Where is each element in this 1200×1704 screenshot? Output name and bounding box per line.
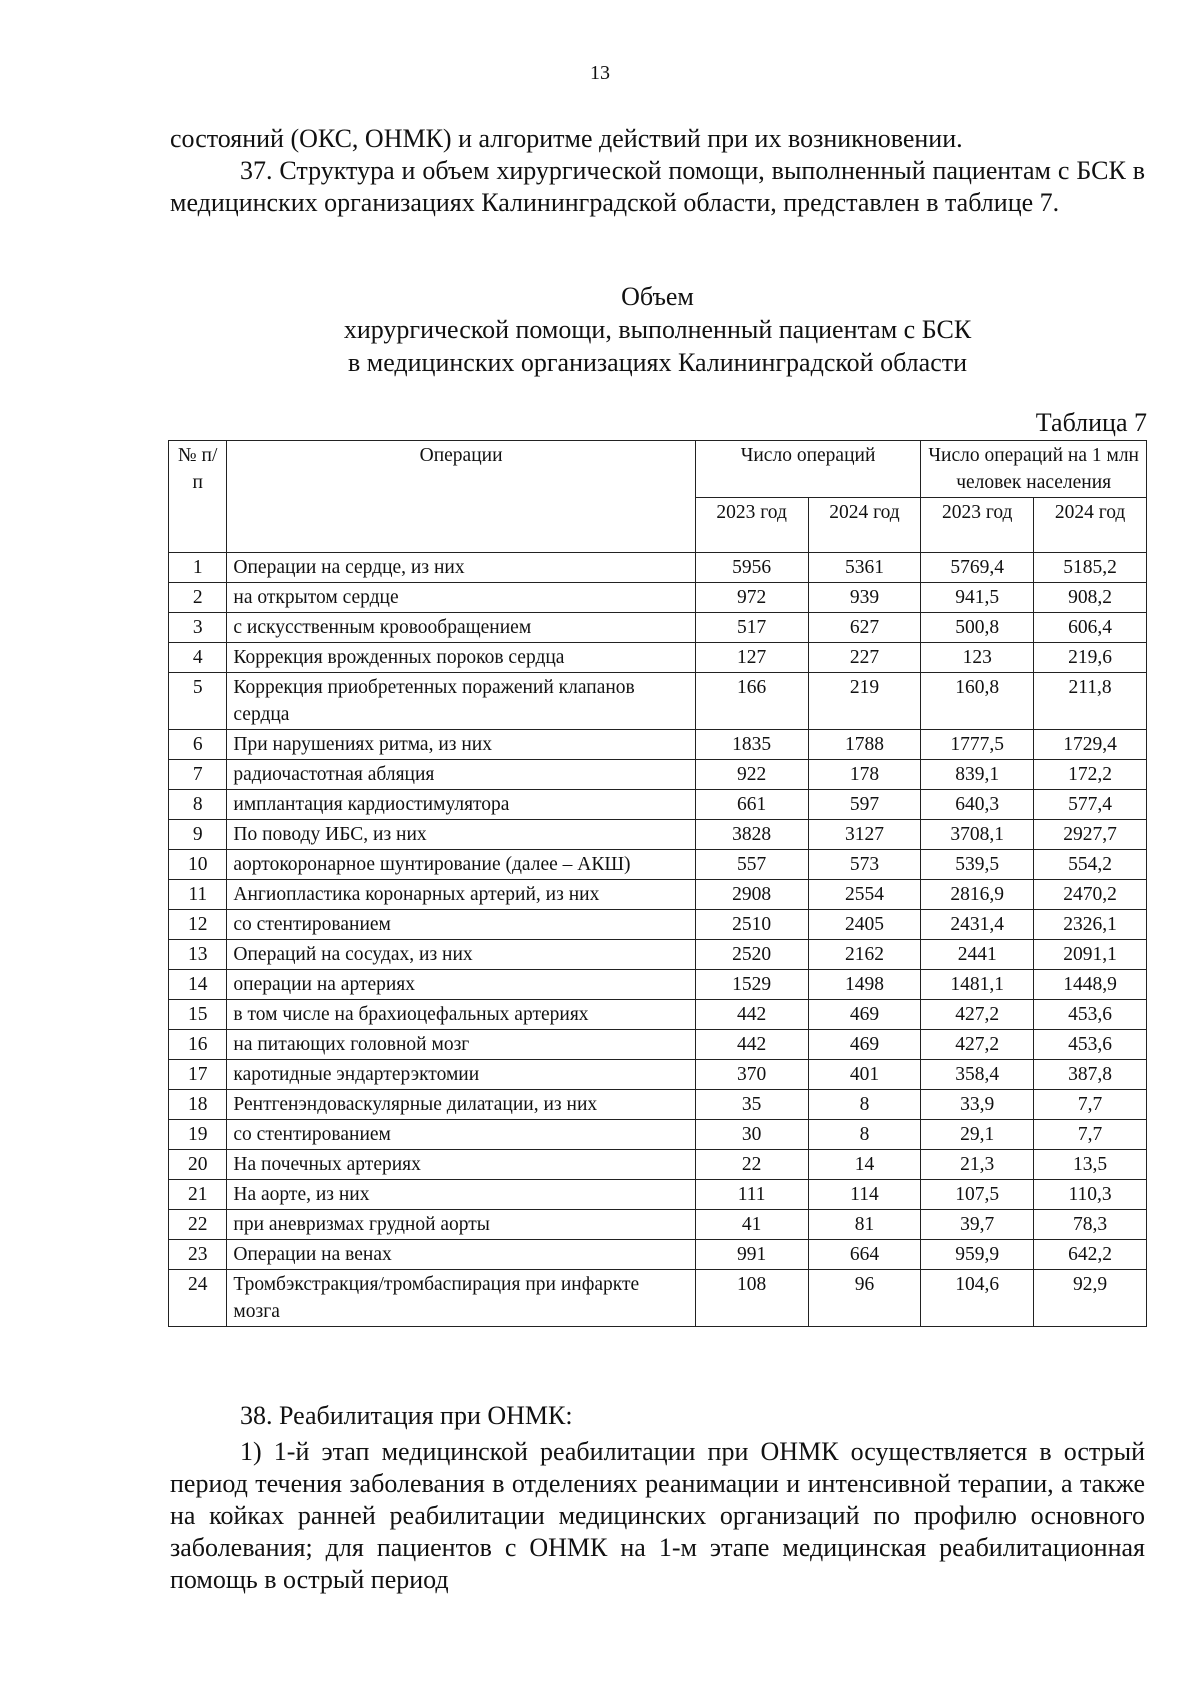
row-count-2024: 664 bbox=[808, 1240, 921, 1270]
row-count-2024: 2554 bbox=[808, 880, 921, 910]
row-per-million-2023: 160,8 bbox=[921, 673, 1034, 730]
row-per-million-2023: 1777,5 bbox=[921, 730, 1034, 760]
row-number: 19 bbox=[169, 1120, 227, 1150]
row-count-2024: 3127 bbox=[808, 820, 921, 850]
table-row bbox=[169, 1150, 1147, 1180]
row-per-million-2023: 358,4 bbox=[921, 1060, 1034, 1090]
row-operation: Тромбэкстракция/тромбаспирация при инфаркте мозга bbox=[227, 1270, 695, 1327]
table-row bbox=[169, 1000, 1147, 1030]
row-count-2023: 127 bbox=[695, 643, 808, 673]
table-row bbox=[169, 1120, 1147, 1150]
table-row bbox=[169, 643, 1147, 673]
row-per-million-2023: 500,8 bbox=[921, 613, 1034, 643]
row-operation: на открытом сердце bbox=[227, 583, 695, 613]
row-count-2023: 1529 bbox=[695, 970, 808, 1000]
row-per-million-2023: 2441 bbox=[921, 940, 1034, 970]
row-per-million-2023: 1481,1 bbox=[921, 970, 1034, 1000]
row-number: 21 bbox=[169, 1180, 227, 1210]
row-per-million-2023: 839,1 bbox=[921, 760, 1034, 790]
row-number: 6 bbox=[169, 730, 227, 760]
row-per-million-2023: 33,9 bbox=[921, 1090, 1034, 1120]
row-per-million-2024: 908,2 bbox=[1034, 583, 1147, 613]
row-operation: Ангиопластика коронарных артерий, из них bbox=[227, 880, 695, 910]
row-count-2024: 1788 bbox=[808, 730, 921, 760]
table-header-row bbox=[169, 441, 1147, 498]
row-per-million-2023: 21,3 bbox=[921, 1150, 1034, 1180]
row-count-2023: 108 bbox=[695, 1270, 808, 1327]
row-per-million-2023: 3708,1 bbox=[921, 820, 1034, 850]
row-count-2023: 2520 bbox=[695, 940, 808, 970]
row-per-million-2024: 453,6 bbox=[1034, 1000, 1147, 1030]
row-count-2023: 30 bbox=[695, 1120, 808, 1150]
row-number: 10 bbox=[169, 850, 227, 880]
header-per-million-2024: 2024 год bbox=[1034, 498, 1147, 553]
row-operation: При нарушениях ритма, из них bbox=[227, 730, 695, 760]
row-count-2024: 8 bbox=[808, 1120, 921, 1150]
row-count-2024: 5361 bbox=[808, 553, 921, 583]
row-operation: Операции на сердце, из них bbox=[227, 553, 695, 583]
row-count-2024: 469 bbox=[808, 1000, 921, 1030]
row-per-million-2024: 219,6 bbox=[1034, 643, 1147, 673]
row-count-2024: 81 bbox=[808, 1210, 921, 1240]
row-count-2024: 8 bbox=[808, 1090, 921, 1120]
row-count-2023: 517 bbox=[695, 613, 808, 643]
row-operation: По поводу ИБС, из них bbox=[227, 820, 695, 850]
paragraph-continuation: состояний (ОКС, ОНМК) и алгоритме действий при их возникновении. bbox=[170, 124, 963, 153]
row-number: 1 bbox=[169, 553, 227, 583]
row-count-2023: 2908 bbox=[695, 880, 808, 910]
table-body bbox=[169, 553, 1147, 1327]
table-row bbox=[169, 1240, 1147, 1270]
operations-table bbox=[168, 440, 1147, 1327]
row-per-million-2024: 1448,9 bbox=[1034, 970, 1147, 1000]
header-count-2023: 2023 год bbox=[695, 498, 808, 553]
row-count-2023: 3828 bbox=[695, 820, 808, 850]
table-row bbox=[169, 970, 1147, 1000]
row-count-2024: 178 bbox=[808, 760, 921, 790]
table-row bbox=[169, 880, 1147, 910]
row-operation: каротидные эндартерэктомии bbox=[227, 1060, 695, 1090]
row-per-million-2024: 110,3 bbox=[1034, 1180, 1147, 1210]
row-per-million-2024: 2927,7 bbox=[1034, 820, 1147, 850]
row-number: 3 bbox=[169, 613, 227, 643]
row-per-million-2024: 606,4 bbox=[1034, 613, 1147, 643]
row-per-million-2023: 959,9 bbox=[921, 1240, 1034, 1270]
table-title-line-1: Объем bbox=[621, 282, 694, 311]
row-number: 11 bbox=[169, 880, 227, 910]
table-row bbox=[169, 940, 1147, 970]
row-operation: аортокоронарное шунтирование (далее – АКШ) bbox=[227, 850, 695, 880]
table-row bbox=[169, 910, 1147, 940]
row-operation: На почечных артериях bbox=[227, 1150, 695, 1180]
row-number: 16 bbox=[169, 1030, 227, 1060]
row-number: 18 bbox=[169, 1090, 227, 1120]
row-operation: операции на артериях bbox=[227, 970, 695, 1000]
row-per-million-2024: 554,2 bbox=[1034, 850, 1147, 880]
row-number: 14 bbox=[169, 970, 227, 1000]
table-title-line-3: в медицинских организациях Калининградской области bbox=[347, 348, 968, 377]
row-count-2023: 111 bbox=[695, 1180, 808, 1210]
row-operation: со стентированием bbox=[227, 910, 695, 940]
row-count-2023: 5956 bbox=[695, 553, 808, 583]
table-row bbox=[169, 850, 1147, 880]
section-38-heading: 38. Реабилитация при ОНМК: bbox=[240, 1401, 573, 1430]
row-count-2024: 227 bbox=[808, 643, 921, 673]
row-operation: Операций на сосудах, из них bbox=[227, 940, 695, 970]
row-per-million-2024: 7,7 bbox=[1034, 1090, 1147, 1120]
row-number: 7 bbox=[169, 760, 227, 790]
table-row bbox=[169, 613, 1147, 643]
row-per-million-2023: 39,7 bbox=[921, 1210, 1034, 1240]
row-number: 17 bbox=[169, 1060, 227, 1090]
section-38-item-1: 1) 1-й этап медицинской реабилитации при ОНМК осуществляется в острый период течения заболевания в отделениях реанимации и интенсивной терапии, а также на койках ранней реабилитации медицинских организаций по профилю основного заболевания; для пациентов с ОНМК на 1-м этапе медицинская реабилитационная помощь в острый период bbox=[170, 1437, 1145, 1594]
table-row bbox=[169, 730, 1147, 760]
table-title-line-2: хирургической помощи, выполненный пациентам с БСК bbox=[343, 315, 972, 344]
row-number: 23 bbox=[169, 1240, 227, 1270]
row-per-million-2024: 13,5 bbox=[1034, 1150, 1147, 1180]
row-per-million-2024: 387,8 bbox=[1034, 1060, 1147, 1090]
table-row bbox=[169, 790, 1147, 820]
row-count-2023: 991 bbox=[695, 1240, 808, 1270]
table-row bbox=[169, 1270, 1147, 1327]
row-per-million-2024: 453,6 bbox=[1034, 1030, 1147, 1060]
header-count: Число операций bbox=[695, 441, 921, 498]
row-count-2024: 573 bbox=[808, 850, 921, 880]
table-row bbox=[169, 760, 1147, 790]
row-count-2024: 114 bbox=[808, 1180, 921, 1210]
header-count-2024: 2024 год bbox=[808, 498, 921, 553]
row-per-million-2023: 427,2 bbox=[921, 1030, 1034, 1060]
row-count-2023: 22 bbox=[695, 1150, 808, 1180]
table-row bbox=[169, 1090, 1147, 1120]
row-operation: Рентгенэндоваскулярные дилатации, из них bbox=[227, 1090, 695, 1120]
table-row bbox=[169, 583, 1147, 613]
row-count-2024: 627 bbox=[808, 613, 921, 643]
row-per-million-2023: 941,5 bbox=[921, 583, 1034, 613]
row-operation: с искусственным кровообращением bbox=[227, 613, 695, 643]
row-operation: Коррекция врожденных пороков сердца bbox=[227, 643, 695, 673]
row-per-million-2024: 577,4 bbox=[1034, 790, 1147, 820]
row-per-million-2023: 2816,9 bbox=[921, 880, 1034, 910]
row-per-million-2024: 211,8 bbox=[1034, 673, 1147, 730]
row-operation: радиочастотная абляция bbox=[227, 760, 695, 790]
row-per-million-2023: 2431,4 bbox=[921, 910, 1034, 940]
row-per-million-2024: 5185,2 bbox=[1034, 553, 1147, 583]
table-row bbox=[169, 1030, 1147, 1060]
row-number: 20 bbox=[169, 1150, 227, 1180]
row-number: 12 bbox=[169, 910, 227, 940]
row-number: 5 bbox=[169, 673, 227, 730]
row-per-million-2024: 172,2 bbox=[1034, 760, 1147, 790]
row-per-million-2023: 5769,4 bbox=[921, 553, 1034, 583]
row-count-2024: 939 bbox=[808, 583, 921, 613]
row-count-2023: 2510 bbox=[695, 910, 808, 940]
row-count-2024: 2162 bbox=[808, 940, 921, 970]
row-number: 13 bbox=[169, 940, 227, 970]
row-operation: На аорте, из них bbox=[227, 1180, 695, 1210]
row-operation: в том числе на брахиоцефальных артериях bbox=[227, 1000, 695, 1030]
row-number: 4 bbox=[169, 643, 227, 673]
row-operation: при аневризмах грудной аорты bbox=[227, 1210, 695, 1240]
row-per-million-2024: 78,3 bbox=[1034, 1210, 1147, 1240]
row-per-million-2024: 7,7 bbox=[1034, 1120, 1147, 1150]
table-row bbox=[169, 1210, 1147, 1240]
table-row bbox=[169, 673, 1147, 730]
row-per-million-2023: 29,1 bbox=[921, 1120, 1034, 1150]
row-count-2023: 41 bbox=[695, 1210, 808, 1240]
row-per-million-2023: 427,2 bbox=[921, 1000, 1034, 1030]
row-per-million-2023: 107,5 bbox=[921, 1180, 1034, 1210]
row-count-2023: 166 bbox=[695, 673, 808, 730]
row-count-2023: 922 bbox=[695, 760, 808, 790]
row-per-million-2024: 642,2 bbox=[1034, 1240, 1147, 1270]
row-per-million-2023: 640,3 bbox=[921, 790, 1034, 820]
row-count-2023: 370 bbox=[695, 1060, 808, 1090]
row-count-2024: 14 bbox=[808, 1150, 921, 1180]
row-count-2024: 96 bbox=[808, 1270, 921, 1327]
page-number: 13 bbox=[590, 62, 610, 84]
row-per-million-2024: 2091,1 bbox=[1034, 940, 1147, 970]
row-number: 24 bbox=[169, 1270, 227, 1327]
header-per-million-2023: 2023 год bbox=[921, 498, 1034, 553]
table-row bbox=[169, 820, 1147, 850]
row-count-2023: 661 bbox=[695, 790, 808, 820]
table-row bbox=[169, 553, 1147, 583]
header-number: № п/п bbox=[169, 441, 227, 553]
row-count-2023: 557 bbox=[695, 850, 808, 880]
row-count-2023: 442 bbox=[695, 1030, 808, 1060]
row-number: 2 bbox=[169, 583, 227, 613]
row-per-million-2024: 2470,2 bbox=[1034, 880, 1147, 910]
row-operation: Коррекция приобретенных поражений клапанов сердца bbox=[227, 673, 695, 730]
table-label: Таблица 7 bbox=[1035, 408, 1147, 437]
table-title bbox=[170, 280, 1145, 379]
row-operation: со стентированием bbox=[227, 1120, 695, 1150]
row-number: 22 bbox=[169, 1210, 227, 1240]
row-per-million-2024: 92,9 bbox=[1034, 1270, 1147, 1327]
row-count-2024: 469 bbox=[808, 1030, 921, 1060]
row-number: 9 bbox=[169, 820, 227, 850]
row-per-million-2024: 1729,4 bbox=[1034, 730, 1147, 760]
table-row bbox=[169, 1180, 1147, 1210]
row-count-2023: 1835 bbox=[695, 730, 808, 760]
row-count-2024: 597 bbox=[808, 790, 921, 820]
row-per-million-2023: 104,6 bbox=[921, 1270, 1034, 1327]
row-per-million-2024: 2326,1 bbox=[1034, 910, 1147, 940]
row-count-2023: 442 bbox=[695, 1000, 808, 1030]
row-number: 8 bbox=[169, 790, 227, 820]
header-per-million: Число операций на 1 млн человек населения bbox=[921, 441, 1147, 498]
row-number: 15 bbox=[169, 1000, 227, 1030]
paragraph-37: 37. Структура и объем хирургической помощи, выполненный пациентам с БСК в медицинских организациях Калининградской области, представлен в таблице 7. bbox=[170, 156, 1145, 217]
row-count-2024: 1498 bbox=[808, 970, 921, 1000]
table-row bbox=[169, 1060, 1147, 1090]
header-operations: Операции bbox=[227, 441, 695, 553]
row-count-2024: 219 bbox=[808, 673, 921, 730]
row-per-million-2023: 539,5 bbox=[921, 850, 1034, 880]
row-operation: имплантация кардиостимулятора bbox=[227, 790, 695, 820]
row-count-2023: 35 bbox=[695, 1090, 808, 1120]
row-per-million-2023: 123 bbox=[921, 643, 1034, 673]
row-count-2024: 401 bbox=[808, 1060, 921, 1090]
row-count-2023: 972 bbox=[695, 583, 808, 613]
row-operation: Операции на венах bbox=[227, 1240, 695, 1270]
row-operation: на питающих головной мозг bbox=[227, 1030, 695, 1060]
row-count-2024: 2405 bbox=[808, 910, 921, 940]
